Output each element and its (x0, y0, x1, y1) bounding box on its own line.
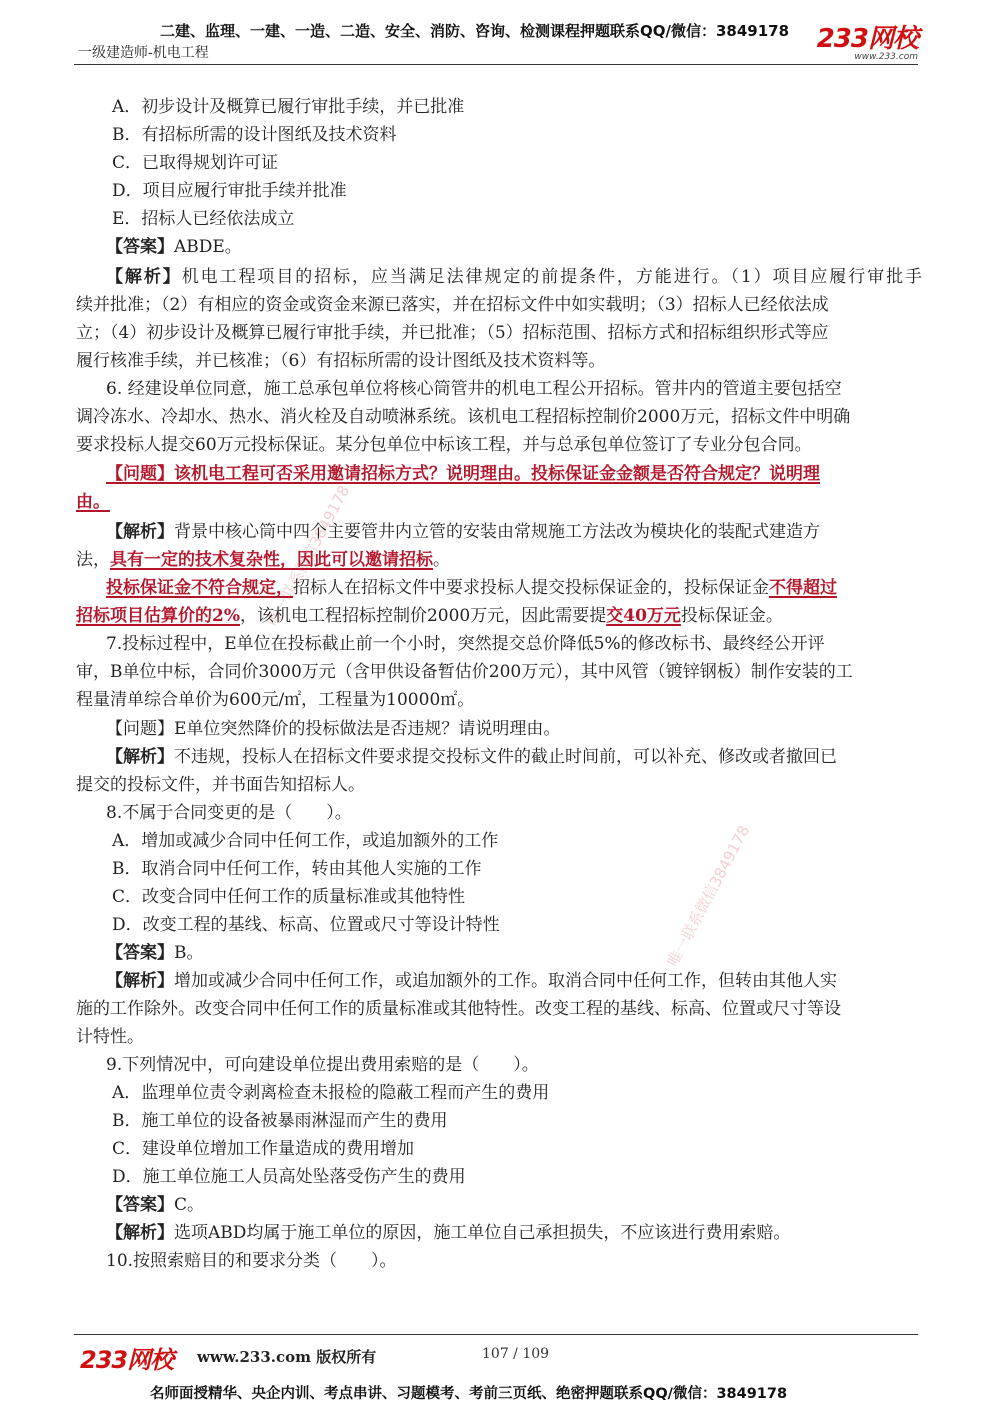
header-rule (74, 64, 918, 65)
option-b-line: B．施工单位的设备被暴雨淋湿而产生的费用 (112, 1111, 448, 1131)
answer-line (106, 1194, 204, 1216)
analysis-line (106, 521, 820, 543)
question-7-problem: 【问题】E单位突然降价的投标做法是否违规？请说明理由。 (106, 719, 561, 739)
text-span: 法， (76, 550, 110, 570)
highlight-span: 具有一定的技术复杂性，因此可以邀请招标 (110, 550, 433, 570)
footer-rule (74, 1334, 918, 1335)
answer-text: C。 (174, 1195, 205, 1215)
text-span: ，该机电工程招标控制价2000万元，因此需要提 (239, 606, 607, 626)
option-c-line: C．已取得规划许可证 (112, 153, 279, 173)
header-banner: 二建、监理、一建、一造、二造、安全、消防、咨询、检测课程押题联系QQ/微信：3849178 (160, 22, 790, 40)
answer-line (106, 236, 242, 258)
analysis-tag: 【解析】 (106, 1223, 174, 1243)
analysis-tag: 【解析】 (106, 267, 182, 287)
analysis-text: 不违规，投标人在招标文件要求提交投标文件的截止时间前，可以补充、修改或者撤回已 (174, 747, 837, 767)
analysis-tag: 【解析】 (106, 971, 174, 991)
analysis-line (106, 746, 837, 768)
option-a-line: A．监理单位责令剥离检查未报检的隐蔽工程而产生的费用 (112, 1083, 550, 1103)
deposit-cont-line (76, 605, 783, 627)
deposit-line (106, 577, 837, 599)
option-a-line: A．增加或减少合同中任何工作，或追加额外的工作 (112, 831, 499, 851)
question-7-cont-line: 程量清单综合单价为600元/㎡，工程量为10000㎡。 (76, 690, 475, 710)
option-d-line: D．施工单位施工人员高处坠落受伤产生的费用 (112, 1167, 466, 1187)
question-9-line: 9.下列情况中，可向建设单位提出费用索赔的是（ ）。 (106, 1055, 539, 1075)
option-b-line: B．取消合同中任何工作，转由其他人实施的工作 (112, 859, 482, 879)
question-7-line: 7.投标过程中，E单位在投标截止前一个小时，突然提交总价降低5%的修改标书、最终经公开评 (106, 634, 825, 654)
analysis-cont-line: 计特性。 (76, 1027, 144, 1047)
analysis-cont-line: 续并批准；（2）有相应的资金或资金来源已落实，并在招标文件中如实载明；（3）招标人已经依法成 (76, 295, 829, 315)
option-e-line: E．招标人已经依法成立 (112, 209, 295, 229)
option-d-line: D．改变工程的基线、标高、位置或尺寸等设计特性 (112, 915, 500, 935)
answer-tag: 【答案】 (106, 1195, 174, 1215)
document-subtitle: 一级建造师-机电工程 (78, 45, 209, 61)
answer-text: B。 (174, 943, 204, 963)
highlight-span: 招标项目估算价的2% (76, 606, 240, 626)
analysis-cont-line: 提交的投标文件，并书面告知招标人。 (76, 775, 365, 795)
analysis-line (76, 266, 922, 288)
analysis-line (106, 1222, 790, 1244)
answer-tag: 【答案】 (106, 237, 174, 257)
analysis-line (106, 970, 837, 992)
option-c-line: C．改变合同中任何工作的质量标准或其他特性 (112, 887, 466, 907)
analysis-text: 增加或减少合同中任何工作，或追加额外的工作。取消合同中任何工作，但转由其他人实 (174, 971, 837, 991)
answer-tag: 【答案】 (106, 943, 174, 963)
highlight-span: 不得超过 (769, 578, 837, 598)
option-d-line: D．项目应履行审批手续并批准 (112, 181, 347, 201)
text-span: 。 (433, 550, 450, 570)
question-6-line: 6. 经建设单位同意，施工总承包单位将核心筒管井的机电工程公开招标。管井内的管道主要包括空 (106, 379, 842, 399)
analysis-cont-line: 立；（4）初步设计及概算已履行审批手续，并已批准；（5）招标范围、招标方式和招标组织形式等应 (76, 323, 829, 343)
question-6-problem: 【问题】该机电工程可否采用邀请招标方式？说明理由。投标保证金金额是否符合规定？说明理 (106, 464, 820, 484)
footer-copyright: www.233.com 版权所有 (197, 1348, 377, 1366)
site-logo (817, 26, 918, 62)
logo-url: www.233.com (854, 52, 918, 62)
page-number: 107 / 109 (482, 1346, 550, 1362)
text-span: 招标人在招标文件中要求投标人提交投标保证金的，投标保证金 (293, 578, 769, 598)
question-10-line: 10.按照索赔目的和要求分类（ ）。 (106, 1251, 397, 1271)
watermark: 唯一联系微信3849178 (263, 482, 354, 630)
analysis-text: 选项ABD均属于施工单位的原因，施工单位自己承担损失，不应该进行费用索赔。 (174, 1223, 791, 1243)
analysis-cont-line: 履行核准手续，并已核准；（6）有招标所需的设计图纸及技术资料等。 (76, 351, 606, 371)
answer-line (106, 942, 204, 964)
highlight-span: 交40万元 (606, 606, 681, 626)
watermark: 唯一联系微信3849178 (663, 822, 754, 970)
question-8-line: 8.不属于合同变更的是（ ）。 (106, 803, 352, 823)
option-a-line: A．初步设计及概算已履行审批手续，并已批准 (112, 97, 465, 117)
question-7-cont-line: 审，B单位中标，合同价3000万元（含甲供设备暂估价200万元），其中风管（镀锌钢板）制作安装的工 (76, 662, 853, 682)
question-6-problem-cont: 由。 (76, 492, 110, 512)
analysis-text: 机电工程项目的招标，应当满足法律规定的前提条件，方能进行。（1）项目应履行审批手 (181, 267, 922, 287)
answer-text: ABDE。 (174, 237, 242, 257)
option-c-line: C．建设单位增加工作量造成的费用增加 (112, 1139, 415, 1159)
analysis-tag: 【解析】 (106, 747, 174, 767)
logo-text: 233网校 (816, 24, 918, 54)
question-6-cont-line: 调冷冻水、冷却水、热水、消火栓及自动喷淋系统。该机电工程招标控制价2000万元，招标文件中明确 (76, 407, 851, 427)
footer-banner: 名师面授精华、央企内训、考点串讲、习题模考、考前三页纸、绝密押题联系QQ/微信：3849178 (150, 1386, 788, 1402)
analysis-text: 背景中核心筒中四个主要管井内立管的安装由常规施工方法改为模块化的装配式建造方 (174, 522, 820, 542)
text-span: 投标保证金。 (680, 606, 783, 626)
analysis-cont-line (76, 549, 450, 571)
question-6-cont-line: 要求投标人提交60万元投标保证。某分包单位中标该工程，并与总承包单位签订了专业分包合同。 (76, 435, 812, 455)
option-b-line: B．有招标所需的设计图纸及技术资料 (112, 125, 397, 145)
analysis-cont-line: 施的工作除外。改变合同中任何工作的质量标准或其他特性。改变工程的基线、标高、位置或尺寸等设 (76, 999, 841, 1019)
footer-logo: 233网校 (80, 1346, 174, 1374)
analysis-tag: 【解析】 (106, 522, 174, 542)
highlight-span: 投标保证金不符合规定， (106, 578, 293, 598)
